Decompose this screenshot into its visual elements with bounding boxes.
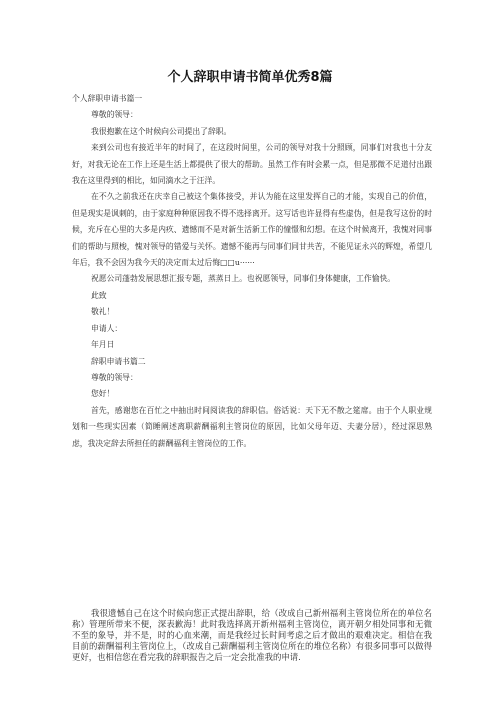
s1-signature: 申请人： bbox=[91, 323, 123, 333]
s1-paragraph-2: 来到公司也有接近半年的时间了，在这段时间里，公司的领导对我十分照顾，同事们对我也十分友好，对我无论在工作上还是生活上都提供了很大的帮助。虽然工作有时会累一点，但是那微不足道付出跟我在这里得到的相比，如同滴水之于汪洋。 bbox=[72, 143, 432, 186]
s1-paragraph-4: 祝愿公司蓬勃发展思想汇报专题，蒸蒸日上。也祝愿领导，同事们身体健康，工作愉快。 bbox=[91, 274, 396, 284]
s2-paragraph-1: 首先，感谢您在百忙之中抽出时间阅读我的辞职信。俗话说：天下无不散之筵席。由于个人职业规划和一些现实因素（简睡阐述离职薪酬福利主管岗位的原因，比如父母年迈、夫妻分居），经过深思熟虑，我决定辞去所担任的薪酬福利主管岗位的工作。 bbox=[72, 405, 432, 448]
s1-closing-1: 此致 bbox=[91, 290, 107, 300]
s1-greeting: 尊敬的领导： bbox=[91, 110, 138, 120]
section2-heading: 辞职申请书篇二 bbox=[91, 356, 146, 366]
s1-closing-2: 敬礼！ bbox=[91, 307, 115, 317]
s1-paragraph-3: 在不久之前我还在庆幸自己被这个集体接受，并认为能在这里发挥自己的才能，实现自己的价值，但是现实是讽刺的，由于家庭种种原因我不得不选择离开。这写话也许显得有些虚伪，但是我写这份的时候，充斥在心里的大多是内疚、遗憾而不是对新生活新工作的憧憬和幻想。在这个时候离开，我愧对同事们的帮助与照梭，愧对领导的错爱与关怀。遗憾不能再与同事们同甘共苦，不能见证永兴的辉煌，希望几年后，我不会因为我今天的决定而太过后悔□□u······ bbox=[72, 192, 432, 268]
document-title: 个人辞职申请书简单优秀8篇 bbox=[167, 70, 333, 85]
s1-paragraph-1: 我很抱歉在这个时候向公司提出了辞职。 bbox=[91, 126, 232, 136]
s2-hello: 您好！ bbox=[91, 389, 115, 399]
s2-paragraph-2: 我很遗憾自己在这个时候向您正式提出辞职，给（改成自己新州福利主管岗位所在的单位名称）管理所带来不便，深表歉海！此时我选择离开新州福利主管岗位，离开朝夕相处同事和无微不至的象导，并不是，时的心血来潮，而是我经过长时间考虑之后才做出的艰难决定。相信在我目前的薪酬福利主管岗位上，（改成自己薪酬福利主管岗位所在的堆位名称）有很多同事可以做得更好，也相信您在看完我的辞职报告之后一定会批准我的申请. bbox=[72, 608, 432, 662]
s1-date: 年月日 bbox=[91, 340, 115, 350]
section1-heading: 个人辞职申请书篇一 bbox=[72, 94, 143, 103]
document-body bbox=[72, 91, 432, 452]
s2-greeting: 尊敬的领导： bbox=[91, 372, 138, 382]
